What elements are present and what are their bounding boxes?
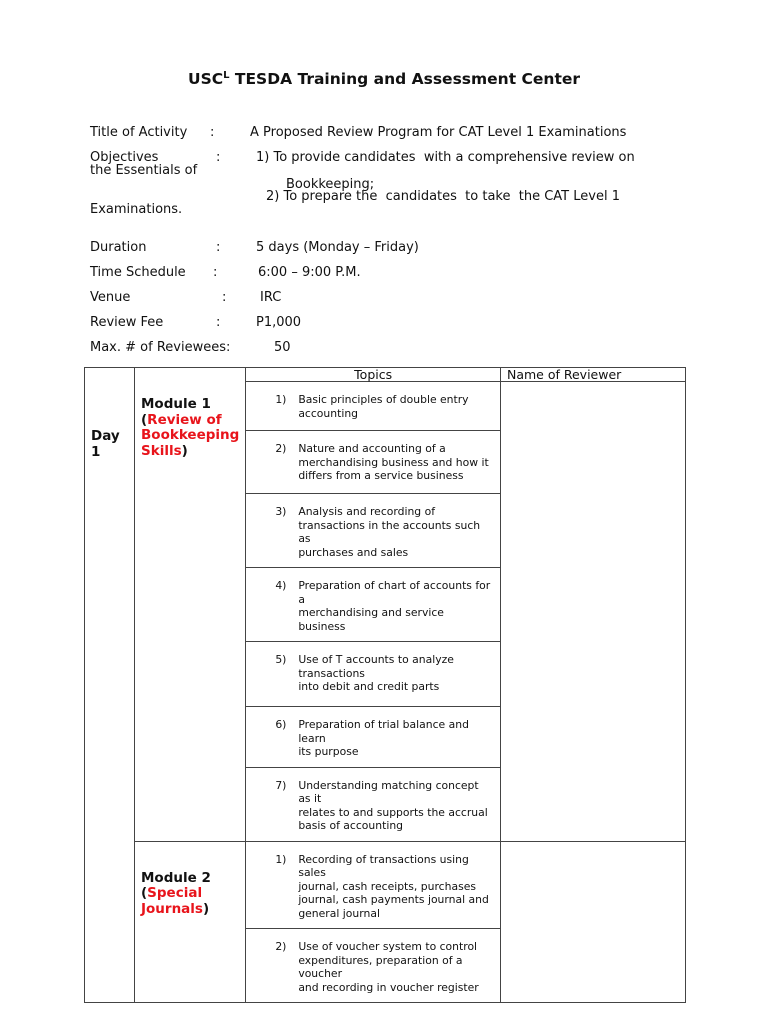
title-superscript: L [223,70,230,81]
activity-colon: : [210,125,215,140]
review-fee-value: P1,000 [256,315,302,330]
module-2-subtitle: Special Journals [141,885,203,917]
topic-cell: 5) Use of T accounts to analyze transactions into debit and credit parts [246,642,501,707]
activity-label: Title of Activity [90,125,188,140]
topics-header: Topics [246,368,501,382]
time-schedule-value: 6:00 – 9:00 P.M. [258,265,361,280]
time-schedule-colon: : [213,265,218,280]
duration-value: 5 days (Monday – Friday) [256,240,419,255]
topic-cell: 1) Basic principles of double entry accounting [246,382,501,431]
table-row [85,841,686,929]
activity-value: A Proposed Review Program for CAT Level 1 Examinations [250,125,627,140]
topic-cell: 1) Recording of transactions using sales journal, cash receipts, purchases journal, cash payments journal and general journal [246,841,501,929]
review-fee-label: Review Fee [90,315,164,330]
module-2-title: Module 2 [141,869,211,886]
reviewer-header: Name of Reviewer [501,368,686,382]
module-2-cell: Module 2 (Special Journals) [135,841,246,1003]
day-cell [85,368,135,1003]
day-label: Day 1 [91,428,120,460]
venue-value: IRC [260,290,282,305]
venue-colon: : [222,290,227,305]
page-title: $USC^L$ TESDA Training and Assessment Center [187,70,581,89]
topic-cell: 7) Understanding matching concept as it relates to and supports the accrual basis of accounting [246,767,501,841]
max-reviewees-value: 50 [274,340,291,355]
objectives-colon: : [216,150,221,165]
reviewer-cell-module-1 [501,382,686,842]
objective-1-line-a: 1) To provide candidates with a comprehensive review on [256,150,635,165]
module-1-title: Module 1 [141,396,211,412]
venue-label: Venue [90,290,131,305]
review-fee-colon: : [216,315,221,330]
module-1-subtitle: Review of Bookkeeping Skills [141,411,240,459]
duration-colon: : [216,240,221,255]
schedule-table [84,367,686,1003]
objectives-label: Objectives [90,150,159,165]
objective-1-line-b: the Essentials of [90,163,198,178]
duration-label: Duration [90,240,147,255]
topic-cell: 4) Preparation of chart of accounts for a merchandising and service business [246,568,501,642]
max-reviewees-label: Max. # of Reviewees: [90,340,231,355]
reviewer-cell-module-2 [501,841,686,1003]
topic-cell: 3) Analysis and recording of transactions in the accounts such as purchases and sales [246,494,501,568]
objective-1-line-c: Bookkeeping; [286,177,375,192]
topic-cell: 6) Preparation of trial balance and learn its purpose [246,707,501,768]
topic-cell: 2) Nature and accounting of a merchandising business and how it differs from a service business [246,431,501,494]
table-header-row [85,368,686,382]
objective-2-line-b: Examinations. [90,202,183,217]
module-1-cell: Module 1 (Review of Bookkeeping Skills) [135,368,246,842]
objective-2-line-a: 2) To prepare the candidates to take the CAT Level 1 [266,189,620,204]
time-schedule-label: Time Schedule [90,265,186,280]
topic-cell: 2) Use of voucher system to control expenditures, preparation of a voucher and recording in voucher register [246,929,501,1003]
